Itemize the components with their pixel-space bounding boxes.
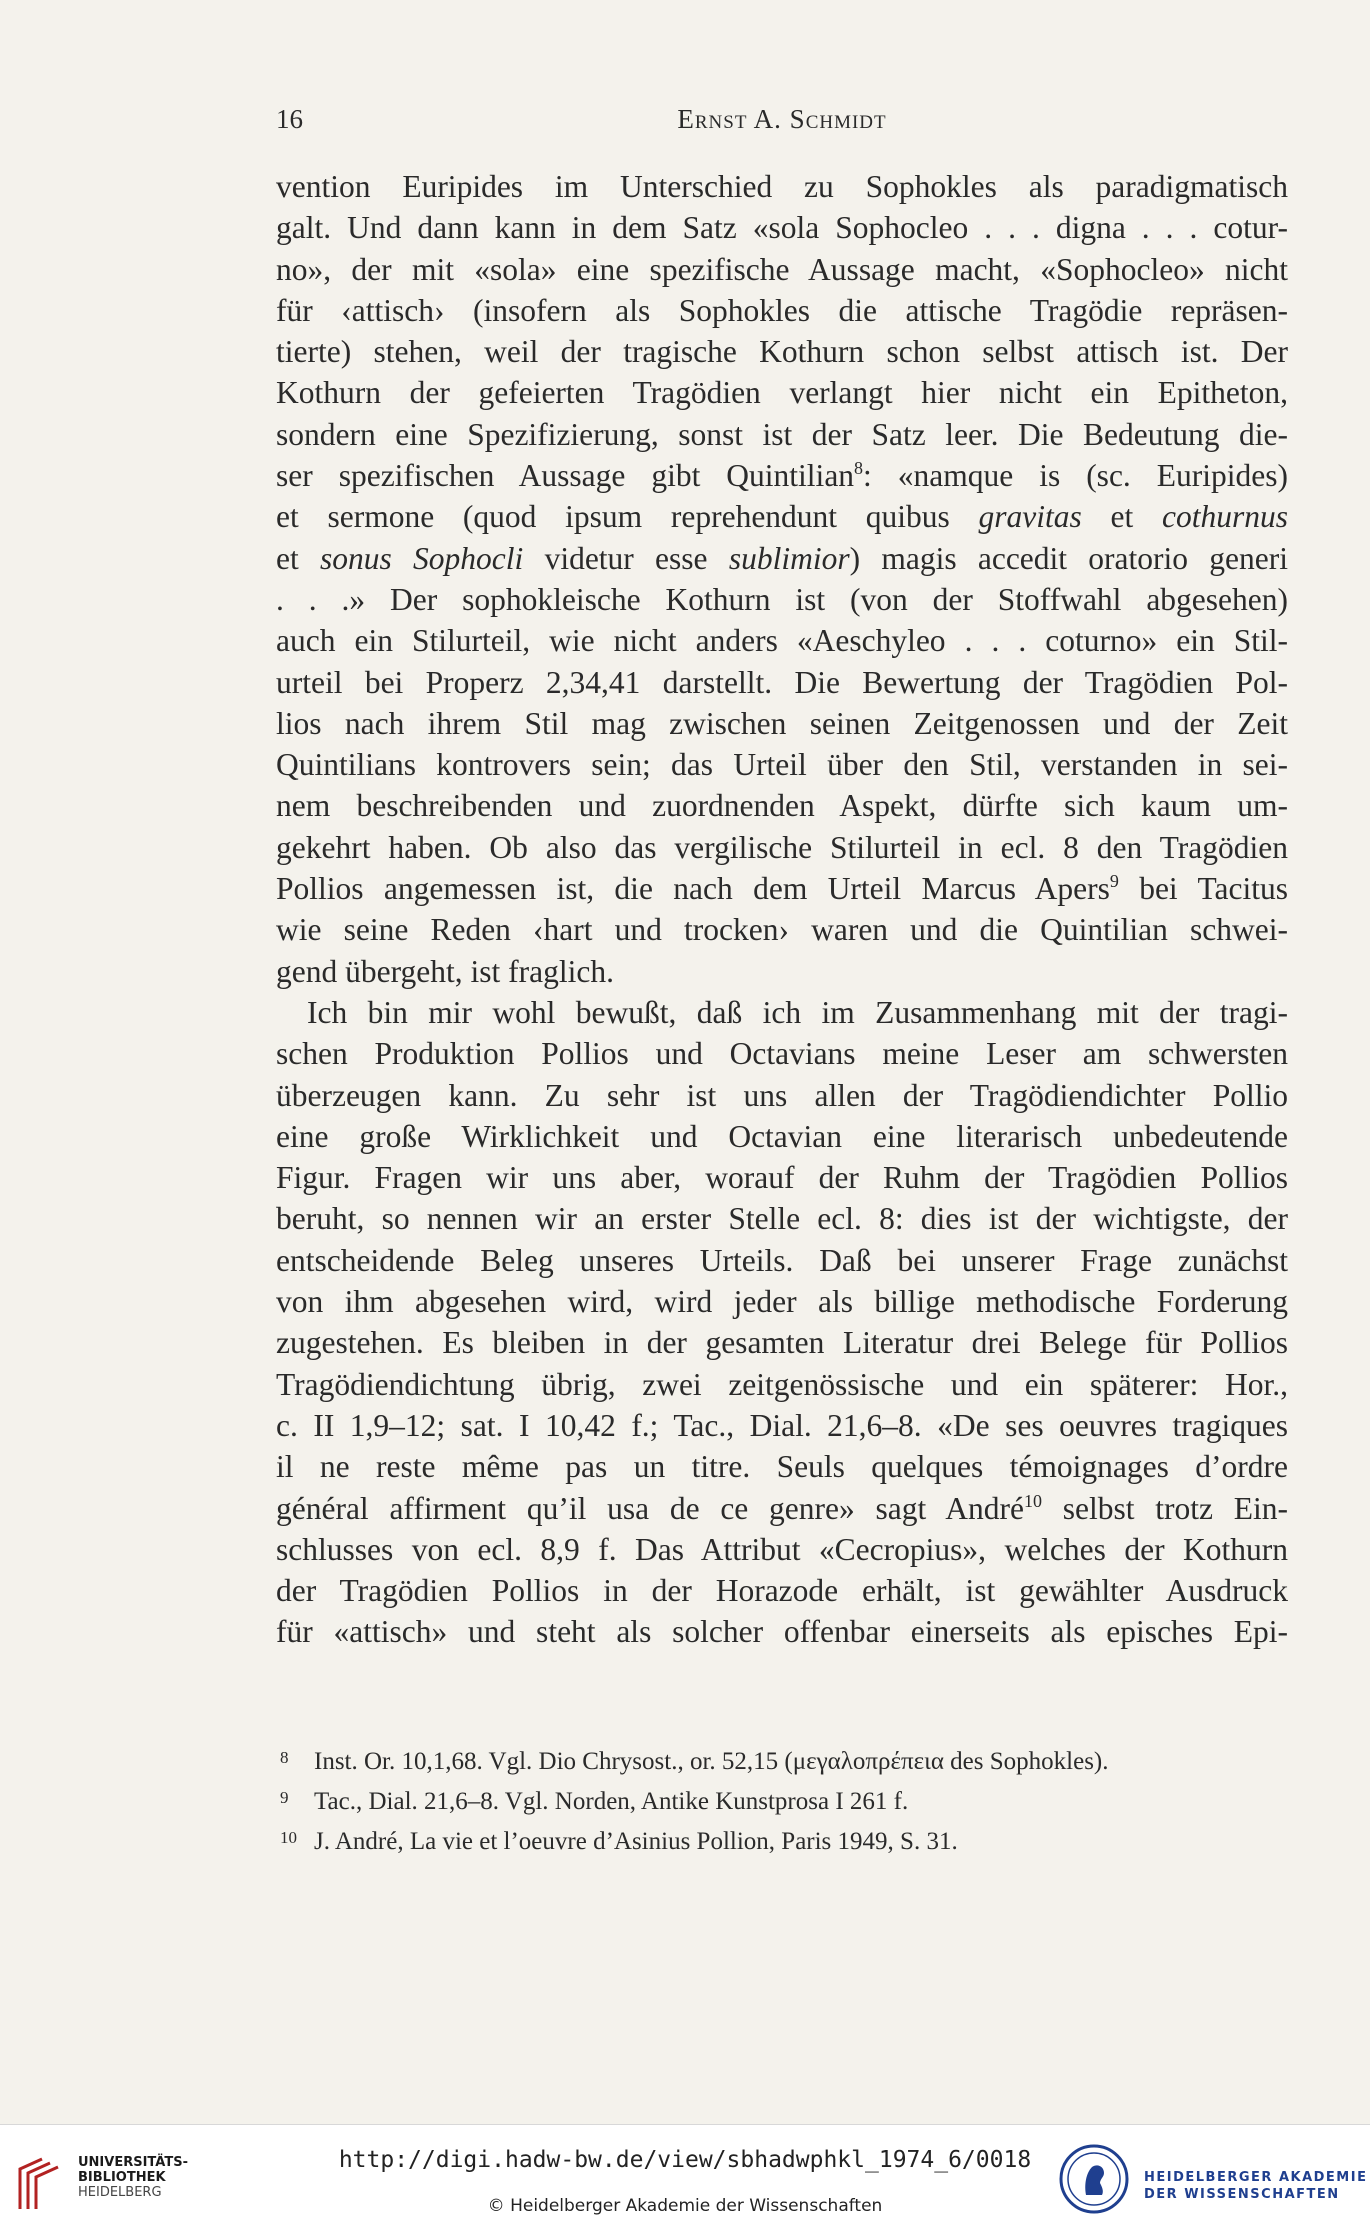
text-line: beruht, so nennen wir an erster Stelle ecl. 8: dies ist der wichtigste, der xyxy=(276,1201,1288,1237)
text-line: Quintilians kontrovers sein; das Urteil über den Stil, verstanden in sei- xyxy=(276,747,1288,783)
text-line: wie seine Reden ‹hart und trocken› waren und die Quintilian schwei- xyxy=(276,912,1288,948)
text-line: tierte) stehen, weil der tragische Kothurn schon selbst attisch ist. Der xyxy=(276,334,1288,370)
text-line: urteil bei Properz 2,34,41 darstellt. Die Bewertung der Tragödien Pol- xyxy=(276,664,1288,700)
text-line: entscheidende Beleg unseres Urteils. Daß bei unserer Frage zunächst xyxy=(276,1242,1288,1278)
footnote-text: Tac., Dial. 21,6–8. Vgl. Norden, Antike Kunstprosa I 261 f. xyxy=(314,1788,909,1815)
text-line: schlusses von ecl. 8,9 f. Das Attribut «Cecropius», welches der Kothurn xyxy=(276,1531,1288,1567)
text-line: für ‹attisch› (insofern als Sophokles die attische Tragödie repräsen- xyxy=(276,292,1288,328)
footnote-ref-9: 9 xyxy=(1109,871,1119,892)
text-line: Kothurn der gefeierten Tragödien verlangt hier nicht ein Epitheton, xyxy=(276,375,1288,411)
footnote-number: 10 xyxy=(280,1828,297,1847)
text-line: überzeugen kann. Zu sehr ist uns allen der Tragödiendichter Pollio xyxy=(276,1077,1288,1113)
footnote xyxy=(276,1740,1288,1780)
text-line: vention Euripides im Unterschied zu Sophokles als paradigmatisch xyxy=(276,169,1288,204)
text-line: Tragödiendichtung übrig, zwei zeitgenössische und ein späterer: Hor., xyxy=(276,1366,1288,1402)
copyright-notice: © Heidelberger Akademie der Wissenschaften xyxy=(487,2196,883,2216)
text-line: schen Produktion Pollios und Octavians meine Leser am schwersten xyxy=(276,1036,1288,1072)
text-line: zugestehen. Es bleiben in der gesamten Literatur drei Belege für Pollios xyxy=(276,1325,1288,1361)
text-line: général affirment qu’il usa de ce genre» sagt André$^{10}$ selbst trotz Ein- xyxy=(276,1490,1288,1526)
text-line: von ihm abgesehen wird, wird jeder als billige methodische Forderung xyxy=(276,1284,1288,1320)
footnote xyxy=(276,1780,1288,1820)
footnote xyxy=(276,1820,1288,1860)
footnote-ref-10: 10 xyxy=(1024,1490,1042,1511)
university-library-name: UNIVERSITÄTS- BIBLIOTHEK HEIDELBERG xyxy=(78,2155,188,2200)
text-line: gekehrt haben. Ob also das vergilische Stilurteil in ecl. 8 den Tragödien xyxy=(276,829,1288,865)
text-line: il ne reste même pas un titre. Seuls quelques témoignages d’ordre xyxy=(276,1449,1288,1485)
viewer-footer xyxy=(0,2124,1370,2232)
body-text xyxy=(276,166,1288,1653)
text-line: sondern eine Spezifizierung, sonst ist der Satz leer. Die Bedeutung die- xyxy=(276,416,1288,452)
footnote-number: 8 xyxy=(280,1748,289,1767)
text-line: et sermone (quod ipsum reprehendunt quibus gravitas et cothurnus xyxy=(276,499,1288,535)
text-line: . . .» Der sophokleische Kothurn ist (von der Stoffwahl abgesehen) xyxy=(276,581,1288,617)
text-line: Pollios angemessen ist, die nach dem Urteil Marcus Apers$^9$ bei Tacitus xyxy=(276,871,1288,907)
text-line: der Tragödien Pollios in der Horazode erhält, ist gewählter Ausdruck xyxy=(276,1573,1288,1609)
text-line: c. II 1,9–12; sat. I 10,42 f.; Tac., Dial. 21,6–8. «De ses oeuvres tragiques xyxy=(276,1407,1288,1443)
text-line: Figur. Fragen wir uns aber, worauf der Ruhm der Tragödien Pollios xyxy=(276,1160,1288,1196)
academy-name: HEIDELBERGER AKADEMIE DER WISSENSCHAFTEN xyxy=(1144,2170,1368,2202)
footnote-ref-8: 8 xyxy=(854,458,864,479)
text-line: eine große Wirklichkeit und Octavian eine literarisch unbedeutende xyxy=(276,1118,1288,1154)
text-line: auch ein Stilurteil, wie nicht anders «Aeschyleo . . . coturno» ein Stil- xyxy=(276,623,1288,659)
text-line: gend übergeht, ist fraglich. xyxy=(276,953,614,989)
text-line: galt. Und dann kann in dem Satz «sola Sophocleo . . . digna . . . cotur- xyxy=(276,210,1288,246)
academy-seal-icon xyxy=(1058,2143,1130,2215)
text-line: für «attisch» und steht als solcher offenbar einerseits als episches Epi- xyxy=(276,1614,1288,1650)
footnote-number: 9 xyxy=(280,1788,289,1807)
text-line: nem beschreibenden und zuordnenden Aspekt, dürfte sich kaum um- xyxy=(276,788,1288,824)
footnote-text: Inst. Or. 10,1,68. Vgl. Dio Chrysost., or. 52,15 (μεγαλοπρέπεια des Sophokles). xyxy=(314,1748,1109,1775)
running-head: Ernst A. Schmidt xyxy=(677,104,887,134)
text-line: Ich bin mir wohl bewußt, daß ich im Zusammenhang mit der tragi- xyxy=(307,994,1288,1030)
footnotes xyxy=(276,1740,1288,1860)
text-line: ser spezifischen Aussage gibt Quintilian$^8$: «namque is (sc. Euripides) xyxy=(276,458,1288,494)
text-line: lios nach ihrem Stil mag zwischen seinen Zeitgenossen und der Zeit xyxy=(276,705,1288,741)
page-number: 16 xyxy=(276,104,303,134)
page-url-link[interactable]: http://digi.hadw-bw.de/view/sbhadwphkl_1974_6/0018 xyxy=(338,2147,1032,2173)
text-line: et sonus Sophocli videtur esse sublimior) magis accedit oratorio generi xyxy=(276,540,1288,576)
footnote-text: J. André, La vie et l’oeuvre d’Asinius Pollion, Paris 1949, S. 31. xyxy=(314,1828,958,1855)
page-header xyxy=(276,104,1288,144)
text-line: no», der mit «sola» eine spezifische Aussage macht, «Sophocleo» nicht xyxy=(276,251,1288,287)
